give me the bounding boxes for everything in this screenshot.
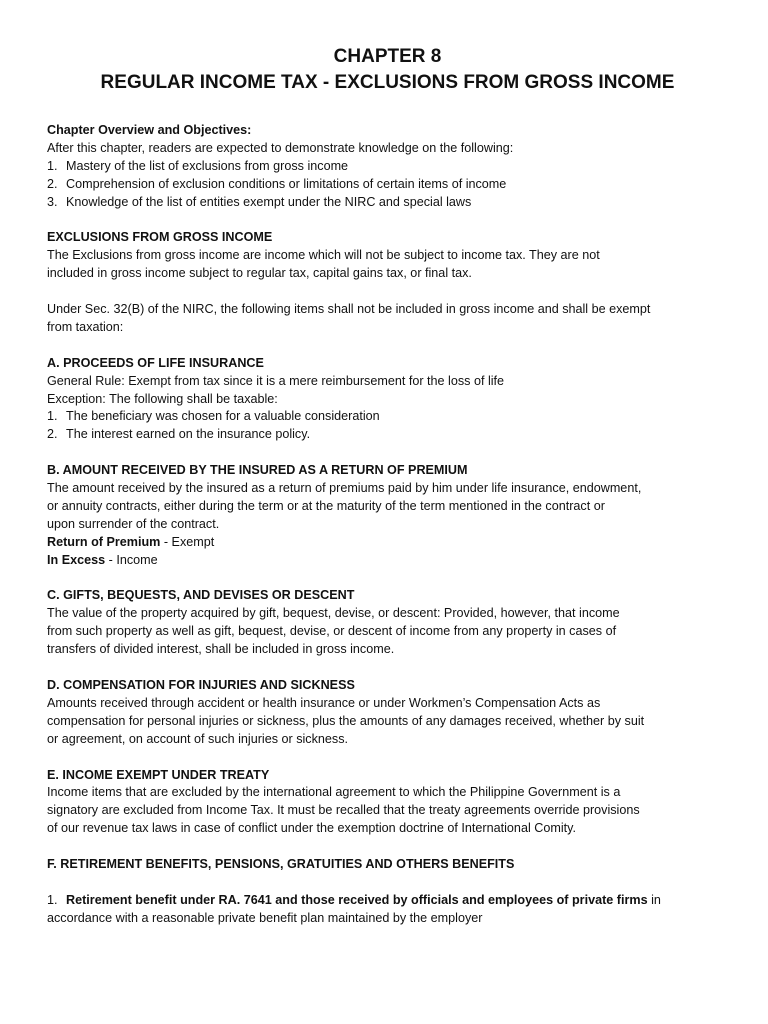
spacer [47, 212, 728, 230]
paragraph-line: The Exclusions from gross income are income which will not be subject to income tax. They are not [47, 248, 600, 263]
paragraph-line: transfers of divided interest, shall be included in gross income. [47, 642, 395, 657]
section-heading: F. RETIREMENT BENEFITS, PENSIONS, GRATUITIES AND OTHERS BENEFITS [47, 857, 515, 872]
list-item [47, 408, 728, 426]
list-text: in [647, 892, 661, 907]
list-item [47, 158, 728, 176]
list-number: 2. [47, 176, 58, 191]
chapter-title: REGULAR INCOME TAX - EXCLUSIONS FROM GROSS INCOME [100, 72, 675, 93]
general-rule: General Rule: Exempt from tax since it is a mere reimbursement for the loss of life [47, 373, 505, 388]
list-text: Mastery of the list of exclusions from gross income [66, 158, 349, 173]
term-label: Return of Premium [47, 534, 161, 549]
section-a [47, 355, 728, 445]
section-f [47, 856, 728, 928]
list-text: Comprehension of exclusion conditions or limitations of certain items of income [66, 176, 507, 191]
section-heading: C. GIFTS, BEQUESTS, AND DEVISES OR DESCENT [47, 588, 355, 603]
paragraph-line: compensation for personal injuries or sickness, plus the amounts of any damages received, whether by suit [47, 713, 645, 728]
section-heading: EXCLUSIONS FROM GROSS INCOME [47, 230, 273, 245]
paragraph-line: included in gross income subject to regular tax, capital gains tax, or final tax. [47, 266, 472, 281]
list-text: The beneficiary was chosen for a valuable consideration [66, 409, 380, 424]
overview-heading: Chapter Overview and Objectives: [47, 123, 252, 137]
spacer [47, 838, 728, 856]
term-value: - Income [105, 552, 158, 567]
paragraph-line: from such property as well as gift, bequest, devise, or descent of income from any property in cases of [47, 624, 617, 639]
spacer [47, 874, 728, 892]
paragraph-line: upon surrender of the contract. [47, 516, 220, 531]
paragraph-line: of our revenue tax laws in case of conflict under the exemption doctrine of International Comity. [47, 821, 576, 836]
section-heading: B. AMOUNT RECEIVED BY THE INSURED AS A RETURN OF PREMIUM [47, 463, 468, 478]
paragraph-line: from taxation: [47, 319, 124, 334]
paragraph-line: Income items that are excluded by the international agreement to which the Philippine Government is a [47, 785, 621, 800]
spacer [47, 659, 728, 677]
paragraph-line: or annuity contracts, either during the term or at the maturity of the term mentioned in the contract or [47, 498, 605, 513]
list-item [47, 892, 728, 910]
in-excess [47, 552, 728, 570]
section-d [47, 677, 728, 749]
list-text-bold: Retirement benefit under RA. 7641 and those received by officials and employees of private firms [66, 892, 648, 907]
term-value: - Exempt [160, 534, 215, 549]
term-label: In Excess [47, 552, 106, 567]
chapter-number: CHAPTER 8 [333, 46, 442, 67]
section-heading: D. COMPENSATION FOR INJURIES AND SICKNESS [47, 678, 355, 692]
paragraph-line: signatory are excluded from Income Tax. It must be recalled that the treaty agreements override provisions [47, 803, 640, 818]
list-number: 1. [47, 158, 58, 173]
list-item [47, 194, 728, 212]
paragraph-line: or agreement, on account of such injuries or sickness. [47, 731, 349, 746]
paragraph-line: Under Sec. 32(B) of the NIRC, the following items shall not be included in gross income and shall be exempt [47, 302, 651, 317]
exception: Exception: The following shall be taxable: [47, 391, 278, 406]
spacer [47, 749, 728, 767]
paragraph-line: accordance with a reasonable private benefit plan maintained by the employer [47, 910, 483, 925]
list-text: Knowledge of the list of entities exempt under the NIRC and special laws [66, 194, 472, 209]
list-item [47, 176, 728, 194]
list-number: 1. [47, 892, 58, 907]
list-item [47, 426, 728, 444]
list-number: 2. [47, 427, 58, 442]
spacer [47, 570, 728, 588]
spacer [47, 283, 728, 301]
paragraph-line: Amounts received through accident or health insurance or under Workmen’s Compensation Acts as [47, 695, 601, 710]
paragraph-line: The amount received by the insured as a return of premiums paid by him under life insurance, endowment, [47, 481, 642, 496]
spacer [47, 444, 728, 462]
paragraph-line: The value of the property acquired by gift, bequest, devise, or descent: Provided, however, that income [47, 606, 620, 621]
return-of-premium [47, 534, 728, 552]
exclusions-section [47, 229, 728, 336]
overview-intro: After this chapter, readers are expected to demonstrate knowledge on the following: [47, 140, 514, 155]
list-text: The interest earned on the insurance policy. [66, 427, 311, 442]
section-e [47, 767, 728, 839]
section-c [47, 587, 728, 659]
section-b [47, 462, 728, 569]
spacer [47, 337, 728, 355]
list-number: 1. [47, 409, 58, 424]
list-number: 3. [47, 194, 58, 209]
section-heading: A. PROCEEDS OF LIFE INSURANCE [47, 355, 264, 370]
section-heading: E. INCOME EXEMPT UNDER TREATY [47, 767, 270, 782]
overview-section [47, 122, 728, 212]
